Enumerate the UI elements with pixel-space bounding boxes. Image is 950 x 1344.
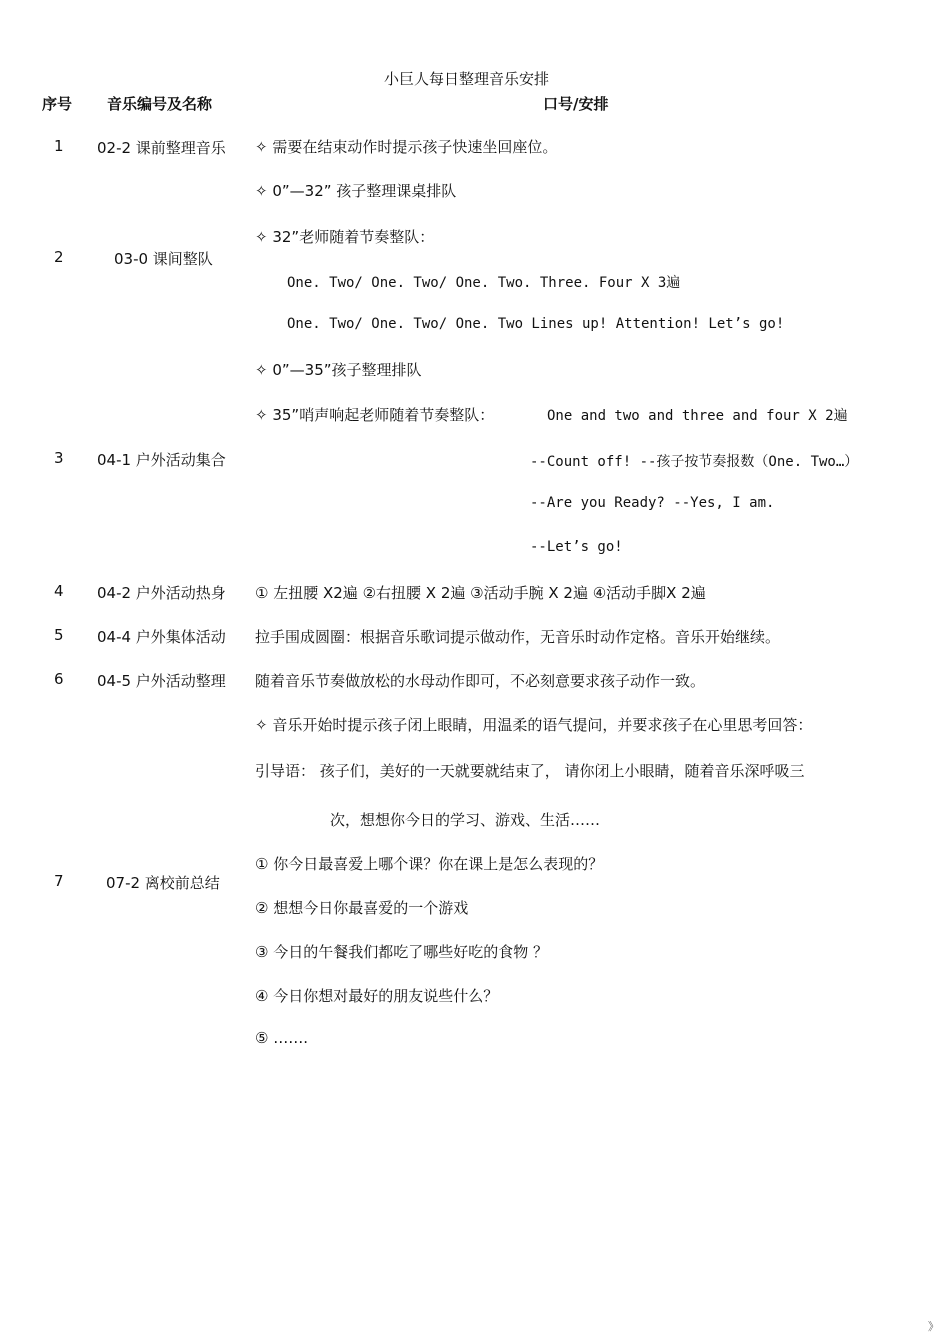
slogan-line: ② 想想今日你最喜爱的一个游戏 xyxy=(255,899,469,917)
slogan-line: One and two and three and four X 2遍 xyxy=(547,408,848,424)
slogan-line: ⑤ ……. xyxy=(255,1029,308,1047)
row-4-num: 4 xyxy=(54,582,64,600)
row-1-name: 02-2 课前整理音乐 xyxy=(97,139,226,157)
row-5-num: 5 xyxy=(54,626,64,644)
slogan-line: 拉手围成圆圈：根据音乐歌词提示做动作，无音乐时动作定格。音乐开始继续。 xyxy=(255,628,781,646)
header-seq: 序号 xyxy=(42,95,73,113)
page-marker-icon: 》 xyxy=(928,1320,939,1333)
slogan-line: ④ 今日你想对最好的朋友说些什么？ xyxy=(255,987,499,1005)
page-title: 小巨人每日整理音乐安排 xyxy=(384,70,550,88)
row-2-name: 03-0 课间整队 xyxy=(114,250,213,268)
slogan-line: ✧ 0”—32” 孩子整理课桌排队 xyxy=(255,182,457,200)
slogan-line: ✧ 32”老师随着节奏整队： xyxy=(255,228,435,246)
row-4-name: 04-2 户外活动热身 xyxy=(97,584,226,602)
row-3-name: 04-1 户外活动集合 xyxy=(97,451,226,469)
slogan-line: 随着音乐节奏做放松的水母动作即可，不必刻意要求孩子动作一致。 xyxy=(255,672,706,690)
slogan-line: One. Two/ One. Two/ One. Two. Three. Four X 3遍 xyxy=(287,275,681,291)
row-7-num: 7 xyxy=(54,872,64,890)
slogan-line: One. Two/ One. Two/ One. Two Lines up! Attention! Let’s go! xyxy=(287,316,785,332)
row-6-name: 04-5 户外活动整理 xyxy=(97,672,226,690)
header-music: 音乐编号及名称 xyxy=(107,95,213,113)
slogan-line: ✧ 需要在结束动作时提示孩子快速坐回座位。 xyxy=(255,138,558,156)
row-3-num: 3 xyxy=(54,449,64,467)
slogan-line: 引导语： 孩子们，美好的一天就要就结束了， 请你闭上小眼睛，随着音乐深呼吸三 xyxy=(255,762,805,780)
slogan-line: ✧ 0”—35”孩子整理排队 xyxy=(255,361,422,379)
slogan-line: ✧ 35”哨声响起老师随着节奏整队： xyxy=(255,406,495,424)
slogan-line: ③ 今日的午餐我们都吃了哪些好吃的食物 ？ xyxy=(255,943,548,961)
row-6-num: 6 xyxy=(54,670,64,688)
slogan-line: --Are you Ready? --Yes, I am. xyxy=(530,495,775,511)
slogan-line: --Let’s go! xyxy=(530,539,623,555)
slogan-line: --Count off! --孩子按节奏报数（One. Two…） xyxy=(530,454,859,470)
row-5-name: 04-4 户外集体活动 xyxy=(97,628,226,646)
slogan-line: 次，想想你今日的学习、游戏、生活…… xyxy=(330,811,601,829)
row-7-name: 07-2 离校前总结 xyxy=(106,874,220,892)
row-1-num: 1 xyxy=(54,137,64,155)
slogan-line: ① 你今日最喜爱上哪个课？你在课上是怎么表现的？ xyxy=(255,855,604,873)
slogan-line: ✧ 音乐开始时提示孩子闭上眼睛，用温柔的语气提问，并要求孩子在心里思考回答： xyxy=(255,716,813,734)
slogan-line: ① 左扭腰 X2遍 ②右扭腰 X 2遍 ③活动手腕 X 2遍 ④活动手脚X 2遍 xyxy=(255,584,706,602)
row-2-num: 2 xyxy=(54,248,64,266)
header-slogan: 口号/安排 xyxy=(543,95,609,113)
